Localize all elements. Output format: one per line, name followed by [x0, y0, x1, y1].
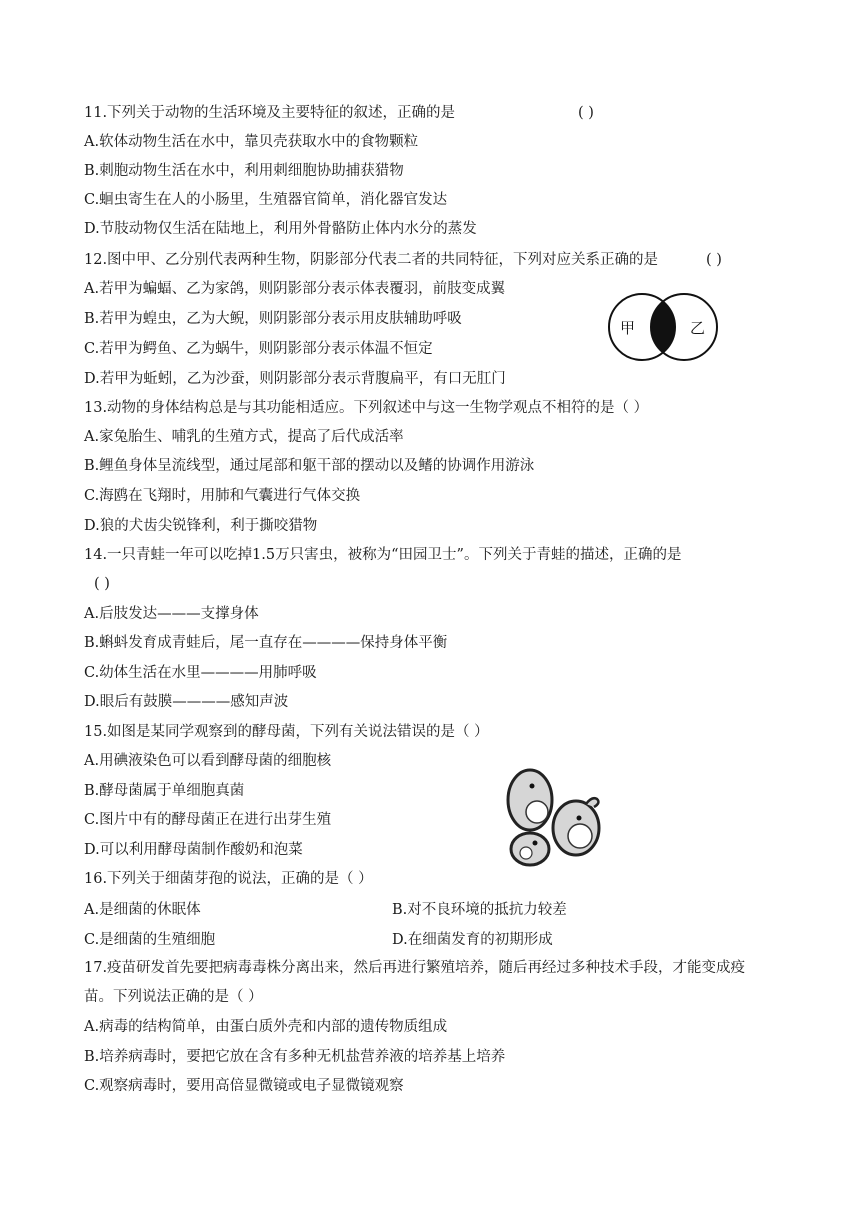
yeast-cells-figure — [500, 762, 612, 868]
question-11-option-b: B.刺胞动物生活在水中，利用刺细胞协助捕获猎物 — [84, 163, 404, 179]
question-13-option-d: D.狼的犬齿尖锐锋利，利于撕咬猎物 — [84, 518, 318, 534]
question-13-option-b: B.鲤鱼身体呈流线型，通过尾部和躯干部的摆动以及鳍的协调作用游泳 — [84, 458, 535, 474]
venn-diagram-figure — [604, 292, 722, 362]
question-12-answer-paren: ( ) — [706, 252, 722, 268]
question-16-option-c: C.是细菌的生殖细胞 — [84, 932, 216, 948]
yeast-nucleus — [533, 841, 538, 846]
yeast-vacuole — [520, 847, 532, 859]
question-14-stem: 14.一只青蛙一年可以吃掉1.5万只害虫，被称为“田园卫士”。下列关于青蛙的描述，正确的是 — [84, 547, 682, 563]
venn-left-label: 甲 — [620, 319, 636, 337]
question-14-answer-paren: ( ) — [94, 576, 110, 592]
venn-right-label: 乙 — [690, 319, 706, 337]
question-13-option-a: A.家兔胎生、哺乳的生殖方式，提高了后代成活率 — [84, 429, 404, 445]
question-11-option-c: C.蛔虫寄生在人的小肠里，生殖器官简单，消化器官发达 — [84, 192, 448, 208]
question-14-option-c: C.幼体生活在水里————用肺呼吸 — [84, 665, 317, 681]
question-13-option-c: C.海鸥在飞翔时，用肺和气囊进行气体交换 — [84, 488, 361, 504]
yeast-nucleus — [577, 816, 582, 821]
question-12-option-c: C.若甲为鳄鱼、乙为蜗牛，则阴影部分表示体温不恒定 — [84, 341, 433, 357]
question-15-option-b: B.酵母菌属于单细胞真菌 — [84, 783, 245, 799]
question-17-stem-continued: 苗。下列说法正确的是（ ） — [84, 989, 263, 1005]
yeast-vacuole — [568, 824, 592, 848]
question-16-option-d: D.在细菌发育的初期形成 — [392, 932, 553, 948]
question-15-stem: 15.如图是某同学观察到的酵母菌，下列有关说法错误的是（ ） — [84, 724, 489, 740]
yeast-nucleus — [530, 784, 535, 789]
question-14-option-d: D.眼后有鼓膜————感知声波 — [84, 694, 289, 710]
question-12-option-b: B.若甲为蝗虫，乙为大鲵，则阴影部分表示用皮肤辅助呼吸 — [84, 311, 462, 327]
question-16-option-a: A.是细菌的休眠体 — [84, 902, 201, 918]
question-14-option-b: B.蝌蚪发育成青蛙后，尾一直存在————保持身体平衡 — [84, 635, 448, 651]
question-15-option-a: A.用碘液染色可以看到酵母菌的细胞核 — [84, 753, 332, 769]
question-11-option-a: A.软体动物生活在水中，靠贝壳获取水中的食物颗粒 — [84, 134, 419, 150]
question-13-stem: 13.动物的身体结构总是与其功能相适应。下列叙述中与这一生物学观点不相符的是（ ） — [84, 400, 649, 416]
question-11-stem: 11.下列关于动物的生活环境及主要特征的叙述，正确的是 — [84, 105, 456, 121]
question-11-option-d: D.节肢动物仅生活在陆地上，利用外骨骼防止体内水分的蒸发 — [84, 221, 477, 237]
question-17-option-b: B.培养病毒时，要把它放在含有多种无机盐营养液的培养基上培养 — [84, 1049, 506, 1065]
question-11-answer-paren: ( ) — [578, 105, 594, 121]
question-15-option-c: C.图片中有的酵母菌正在进行出芽生殖 — [84, 812, 332, 828]
question-17-stem: 17.疫苗研发首先要把病毒毒株分离出来，然后再进行繁殖培养，随后再经过多种技术手段，才能变成疫 — [84, 960, 746, 976]
question-12-option-a: A.若甲为蝙蝠、乙为家鸽，则阴影部分表示体表覆羽，前肢变成翼 — [84, 281, 506, 297]
question-15-option-d: D.可以利用酵母菌制作酸奶和泡菜 — [84, 842, 303, 858]
question-17-option-c: C.观察病毒时，要用高倍显微镜或电子显微镜观察 — [84, 1078, 404, 1094]
question-17-option-a: A.病毒的结构简单，由蛋白质外壳和内部的遗传物质组成 — [84, 1019, 448, 1035]
question-14-option-a: A.后肢发达———支撑身体 — [84, 606, 259, 622]
question-16-option-b: B.对不良环境的抵抗力较差 — [392, 902, 567, 918]
question-12-option-d: D.若甲为蚯蚓，乙为沙蚕，则阴影部分表示背腹扁平，有口无肛门 — [84, 371, 506, 387]
question-12-stem: 12.图中甲、乙分别代表两种生物，阴影部分代表二者的共同特征，下列对应关系正确的是 — [84, 252, 659, 268]
yeast-vacuole — [526, 801, 548, 823]
question-16-stem: 16.下列关于细菌芽孢的说法，正确的是（ ） — [84, 871, 373, 887]
